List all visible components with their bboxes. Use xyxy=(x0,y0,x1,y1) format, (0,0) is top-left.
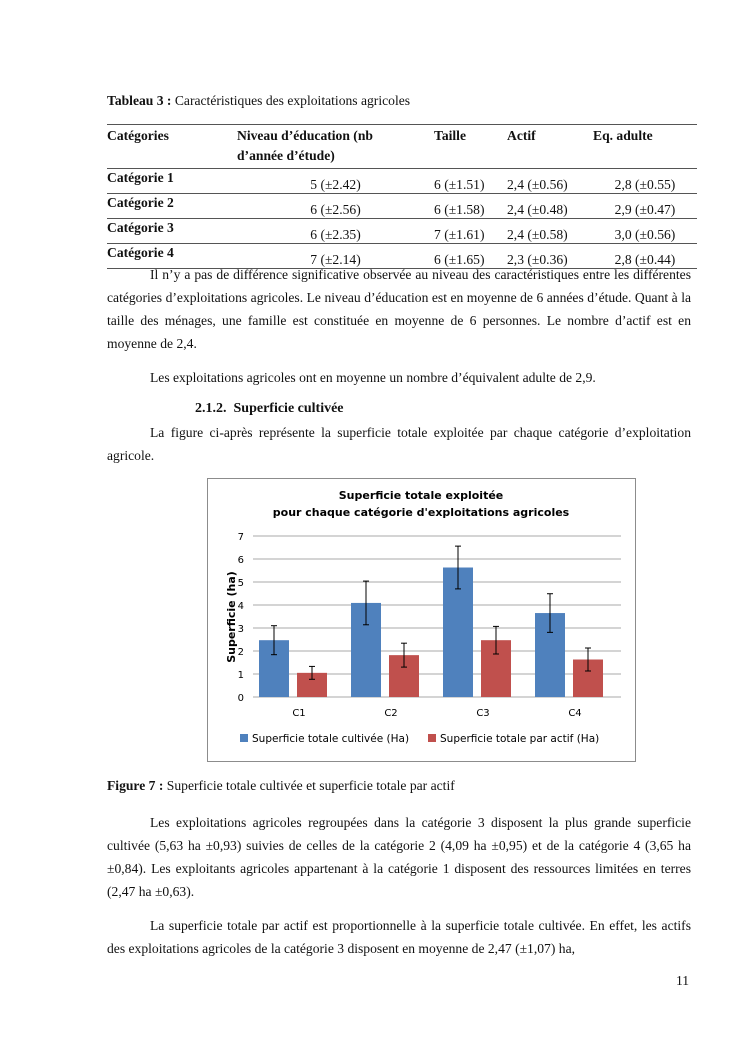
header-education-line2: d’année d’étude) xyxy=(237,148,335,163)
header-eq-adulte: Eq. adulte xyxy=(593,128,653,143)
paragraph-characteristics: Il n’y a pas de différence significative observée au niveau des caractéristiques entre les différentes catégories d’exploitations agricoles. Le niveau d’éducation est en moyenne de 6 années d’étude. Quant à la taille des ménages, une famille est constituée en moyenne de 6 personnes. Le nombre d’actif est en moyenne de 2,4. xyxy=(107,267,691,351)
cell-actif: 2,4 (±0.48) xyxy=(507,202,568,217)
table-row xyxy=(107,169,697,194)
y-tick-label: 1 xyxy=(237,670,244,681)
x-tick-label: C2 xyxy=(384,708,398,719)
cell-category: Catégorie 4 xyxy=(107,245,174,260)
paragraph-surface-results: Les exploitations agricoles regroupées dans la catégorie 3 disposent la plus grande superficie cultivée (5,63 ha ±0,93) suivies de celles de la catégorie 2 (4,09 ha ±0,95) et de la catégorie 4 (3,65 ha ±0,84). Les exploitants agricoles appartenant à la catégorie 1 disposent des ressources limitées en terres (2,47 ha ±0,63). xyxy=(107,815,691,899)
y-tick-label: 4 xyxy=(237,601,244,612)
cell-eq: 2,8 (±0.55) xyxy=(614,177,676,192)
table-caption-text: Caractéristiques des exploitations agricoles xyxy=(171,93,411,108)
cell-category: Catégorie 2 xyxy=(107,195,174,210)
cell-actif: 2,4 (±0.56) xyxy=(507,177,568,192)
cell-taille: 6 (±1.58) xyxy=(434,202,485,217)
table-caption-label: Tableau 3 : xyxy=(107,93,172,108)
table-caption xyxy=(107,93,410,109)
cell-category: Catégorie 1 xyxy=(107,170,174,185)
characteristics-table xyxy=(107,124,697,269)
y-tick-label: 5 xyxy=(237,578,244,589)
paragraph-figure-intro: La figure ci-après représente la superficie totale exploitée par chaque catégorie d’exploitation agricole. xyxy=(107,425,691,463)
table-row xyxy=(107,194,697,219)
header-education xyxy=(237,125,434,169)
paragraph-surface-per-actif: La superficie totale par actif est proportionnelle à la superficie totale cultivée. En effet, les actifs des exploitations agricoles de la catégorie 3 disposent en moyenne de 2,47 (±1,07) ha, xyxy=(107,918,691,956)
header-taille: Taille xyxy=(434,128,466,143)
section-heading xyxy=(195,401,344,417)
cell-eq: 3,0 (±0.56) xyxy=(614,227,676,242)
cell-eq: 2,8 (±0.44) xyxy=(614,252,676,267)
bar-chart xyxy=(208,479,635,761)
header-actif: Actif xyxy=(507,128,536,143)
figure-caption xyxy=(107,778,455,794)
y-tick-label: 0 xyxy=(237,693,244,704)
figure-caption-text: Superficie totale cultivée et superficie totale par actif xyxy=(163,778,455,793)
legend-swatch xyxy=(428,734,436,742)
paragraph-adult-equivalent: Les exploitations agricoles ont en moyenne un nombre d’équivalent adulte de 2,9. xyxy=(150,370,596,385)
page-number: 11 xyxy=(676,973,690,988)
y-tick-label: 3 xyxy=(237,624,244,635)
x-tick-label: C3 xyxy=(476,708,490,719)
cell-actif: 2,3 (±0.36) xyxy=(507,252,568,267)
cell-education: 6 (±2.56) xyxy=(310,202,361,217)
legend-label: Superficie totale par actif (Ha) xyxy=(440,733,600,745)
y-tick-label: 7 xyxy=(237,532,244,543)
table-header-row xyxy=(107,125,697,169)
chart-title-line1: Superficie totale exploitée xyxy=(338,489,504,502)
chart-title-line2: pour chaque catégorie d'exploitations agricoles xyxy=(272,506,570,519)
cell-education: 7 (±2.14) xyxy=(310,252,361,267)
header-education-line1: Niveau d’éducation (nb xyxy=(237,128,373,143)
legend-swatch xyxy=(240,734,248,742)
chart-frame xyxy=(207,478,636,762)
cell-education: 5 (±2.42) xyxy=(310,177,361,192)
section-title: Superficie cultivée xyxy=(233,401,344,416)
cell-taille: 7 (±1.61) xyxy=(434,227,485,242)
cell-taille: 6 (±1.51) xyxy=(434,177,485,192)
table-row xyxy=(107,219,697,244)
legend-label: Superficie totale cultivée (Ha) xyxy=(252,733,410,745)
y-tick-label: 2 xyxy=(237,647,244,658)
header-categories: Catégories xyxy=(107,128,169,143)
cell-taille: 6 (±1.65) xyxy=(434,252,485,267)
y-axis-label: Superficie (ha) xyxy=(225,571,238,663)
cell-education: 6 (±2.35) xyxy=(310,227,361,242)
cell-actif: 2,4 (±0.58) xyxy=(507,227,568,242)
x-tick-label: C4 xyxy=(568,708,582,719)
cell-category: Catégorie 3 xyxy=(107,220,174,235)
x-tick-label: C1 xyxy=(292,708,306,719)
figure-caption-label: Figure 7 : xyxy=(107,778,164,793)
y-tick-label: 6 xyxy=(237,555,244,566)
section-number: 2.1.2. xyxy=(195,401,227,416)
cell-eq: 2,9 (±0.47) xyxy=(614,202,676,217)
